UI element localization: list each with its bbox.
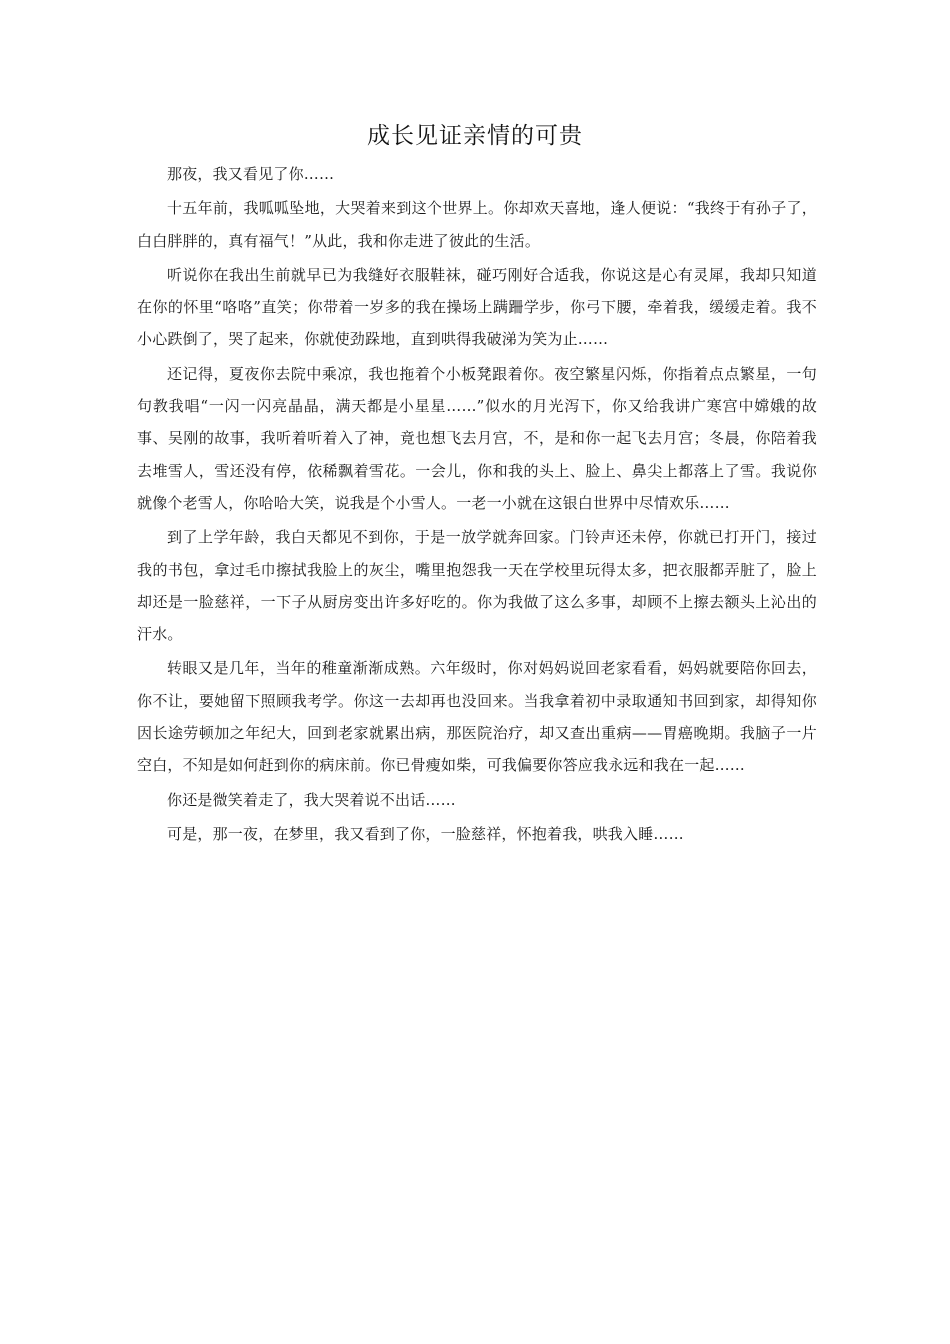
paragraph-1: 那夜，我又看见了你…… — [167, 165, 335, 183]
paragraph-5: 到了上学年龄，我白天都见不到你，于是一放学就奔回家。门铃声还未停，你就已打开门，接过我的书包，拿过毛巾擦拭我脸上的灰尘，嘴里抱怨我一天在学校里玩得太多，把衣服都弄脏了，脸上却还是一脸慈祥，一下子从厨房变出许多好吃的。你为我做了这么多事，却顾不上擦去额头上沁出的汗水。 — [137, 528, 817, 644]
document-title: 成长见证亲情的可贵 — [367, 123, 583, 149]
paragraph-4: 还记得，夏夜你去院中乘凉，我也拖着个小板凳跟着你。夜空繁星闪烁，你指着点点繁星，一句句教我唱“一闪一闪亮晶晶，满天都是小星星……”似水的月光泻下，你又给我讲广寒宫中嫦娥的故事、吴刚的故事，我听着听着入了神，竟也想飞去月宫，不，是和你一起飞去月宫；冬晨，你陪着我去堆雪人，雪还没有停，依稀飘着雪花。一会儿，你和我的头上、脸上、鼻尖上都落上了雪。我说你就像个老雪人，你哈哈大笑，说我是个小雪人。一老一小就在这银白世界中尽情欢乐…… — [137, 364, 817, 512]
document-body — [137, 158, 817, 852]
paragraph-7: 你还是微笑着走了，我大哭着说不出话…… — [167, 790, 456, 809]
paragraph-6: 转眼又是几年，当年的稚童渐渐成熟。六年级时，你对妈妈说回老家看看，妈妈就要陪你回去，你不让，要她留下照顾我考学。你这一去却再也没回来。当我拿着初中录取通知书回到家，却得知你因长途劳顿加之年纪大，回到老家就累出病，那医院治疗，却又查出重病——胃癌晚期。我脑子一片空白，不知是如何赶到你的病床前。你已骨瘦如柴，可我偏要你答应我永远和我在一起…… — [137, 659, 817, 775]
paragraph-2: 十五年前，我呱呱坠地，大哭着来到这个世界上。你却欢天喜地，逢人便说：“我终于有孙子了，白白胖胖的，真有福气！”从此，我和你走进了彼此的生活。 — [137, 199, 817, 250]
paragraph-8: 可是，那一夜，在梦里，我又看到了你，一脸慈祥，怀抱着我，哄我入睡…… — [167, 824, 684, 843]
paragraph-3: 听说你在我出生前就早已为我缝好衣服鞋袜，碰巧刚好合适我，你说这是心有灵犀，我却只知道在你的怀里“咯咯”直笑；你带着一岁多的我在操场上蹒跚学步，你弓下腰，牵着我，缓缓走着。我不小心跌倒了，哭了起来，你就使劲跺地，直到哄得我破涕为笑为止…… — [137, 265, 817, 349]
